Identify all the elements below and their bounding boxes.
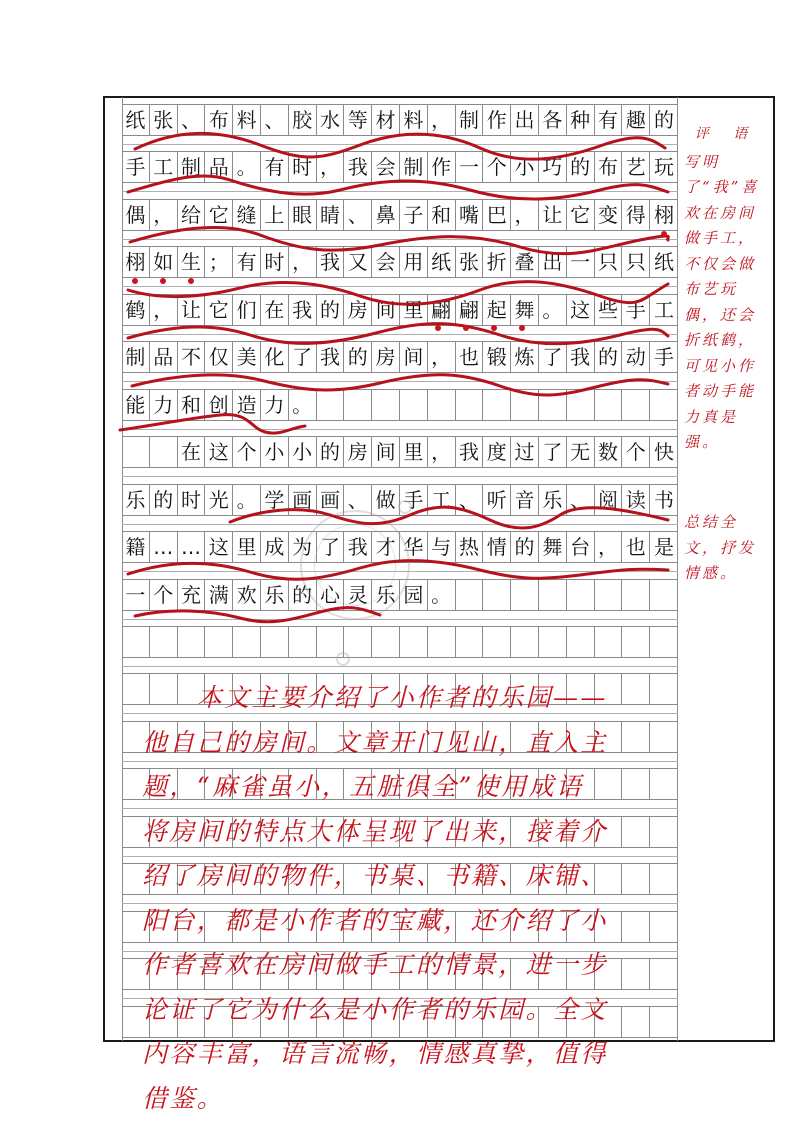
- grid-cell: 数: [595, 437, 623, 467]
- margin-comment-1: [680, 122, 772, 456]
- grid-row: [122, 294, 678, 326]
- grid-cell: 满: [205, 580, 233, 610]
- grid-cell: 过: [511, 437, 539, 467]
- grid-cell: 工: [654, 298, 675, 322]
- grid-cell: [650, 580, 678, 610]
- grid-cell: 锻: [483, 342, 511, 372]
- grid-cell: 手: [622, 295, 650, 325]
- grid-cell: 了: [289, 342, 317, 372]
- grid-cell: 它: [567, 200, 595, 230]
- grid-cell: 出: [539, 247, 567, 277]
- grid-cell: 和: [178, 390, 206, 420]
- grid-cell: 偶: [122, 200, 150, 230]
- grid-cell: 手: [400, 485, 428, 515]
- grid-cell: 我: [344, 152, 372, 182]
- grid-cell: 的: [317, 295, 345, 325]
- grid-cell: 间: [372, 437, 400, 467]
- grid-cell: ，: [317, 152, 345, 182]
- grid-cell: 、: [344, 200, 372, 230]
- grid-cell: 子: [400, 200, 428, 230]
- grid-cell: 、: [456, 485, 484, 515]
- grid-cell: 小: [261, 437, 289, 467]
- grid-cell: 制: [178, 152, 206, 182]
- grid-cell: 乐: [261, 580, 289, 610]
- grid-cell: 这: [567, 295, 595, 325]
- grid-cell: 些: [595, 295, 623, 325]
- grid-cell: 有: [261, 152, 289, 182]
- grid-cell: 里: [233, 532, 261, 562]
- grid-cell: [150, 627, 178, 657]
- grid-cell: 的: [595, 342, 623, 372]
- grid-cell: 品: [205, 152, 233, 182]
- grid-cell: 音: [511, 485, 539, 515]
- grid-cell: 我: [317, 247, 345, 277]
- grid-cell: 了: [539, 342, 567, 372]
- grid-cell: 作: [428, 152, 456, 182]
- grid-cell: 纸: [428, 247, 456, 277]
- grid-cell: ，: [428, 342, 456, 372]
- grid-cell: ，: [428, 437, 456, 467]
- teacher-summary-line: 将房间的特点大体呈现了出来，接着介: [142, 816, 608, 846]
- grid-cell: 嘴: [456, 200, 484, 230]
- grid-cell: 的: [317, 437, 345, 467]
- grid-gap-line: [122, 239, 678, 240]
- grid-cell: [650, 627, 678, 657]
- grid-cell: 手: [122, 152, 150, 182]
- grid-cell: 为: [289, 532, 317, 562]
- grid-cell: 有: [233, 247, 261, 277]
- grid-cell: 会: [372, 152, 400, 182]
- grid-cell: [428, 390, 456, 420]
- grid-cell: ，: [511, 200, 539, 230]
- grid-cell: [205, 627, 233, 657]
- grid-cell: [344, 390, 372, 420]
- grid-cell: 又: [344, 247, 372, 277]
- grid-gap-line: [122, 524, 678, 525]
- grid-cell: [595, 580, 623, 610]
- grid-cell: 我: [344, 532, 372, 562]
- grid-row: [122, 626, 678, 658]
- grid-cell: 画: [317, 485, 345, 515]
- grid-cell: 成: [261, 532, 289, 562]
- grid-cell: 、: [567, 485, 595, 515]
- grid-cell: 给: [178, 200, 206, 230]
- grid-cell: 能: [122, 390, 150, 420]
- grid-cell: [317, 390, 345, 420]
- grid-cell: 房: [344, 437, 372, 467]
- grid-cell: 让: [539, 200, 567, 230]
- grid-cell: 巧: [539, 152, 567, 182]
- grid-cell: [483, 390, 511, 420]
- grid-cell: 阅: [595, 485, 623, 515]
- grid-cell: 房: [372, 342, 400, 372]
- grid-cell: 在: [178, 437, 206, 467]
- comment-text-1: 写明了“我”喜欢在房间做手工，不仅会做布艺玩偶，还会折纸鹤，可见小作者动手能力真是强。: [684, 152, 760, 451]
- grid-cell: 叠: [511, 247, 539, 277]
- grid-cell: 也: [456, 342, 484, 372]
- grid-cell: 动: [622, 342, 650, 372]
- grid-cell: 材: [372, 105, 400, 135]
- grid-cell: 热: [456, 532, 484, 562]
- grid-cell: 纸: [122, 105, 150, 135]
- grid-cell: [511, 390, 539, 420]
- grid-cell: 这: [205, 437, 233, 467]
- grid-cell: 。: [233, 152, 261, 182]
- grid-cell: [595, 627, 623, 657]
- grid-cell: …: [178, 532, 206, 562]
- grid-cell: 的: [567, 152, 595, 182]
- grid-cell: 会: [372, 247, 400, 277]
- grid-cell: 翩: [428, 295, 456, 325]
- grid-cell: 它: [205, 200, 233, 230]
- teacher-summary-line: 绍了房间的物件，书桌、书籍、床铺、: [142, 861, 608, 890]
- grid-cell: 欢: [233, 580, 261, 610]
- grid-cell: 了: [539, 437, 567, 467]
- grid-cell: [400, 390, 428, 420]
- grid-cell: 们: [233, 295, 261, 325]
- grid-cell: 得: [622, 200, 650, 230]
- grid-cell: 用: [400, 247, 428, 277]
- grid-cell: [344, 627, 372, 657]
- grid-cell: 张: [456, 247, 484, 277]
- grid-cell: …: [150, 532, 178, 562]
- grid-cell: 台: [567, 532, 595, 562]
- grid-cell: 我: [289, 295, 317, 325]
- grid-cell: 情: [483, 532, 511, 562]
- grid-cell: 美: [233, 342, 261, 372]
- grid-gap-line: [122, 619, 678, 620]
- grid-cell: 的: [344, 342, 372, 372]
- teacher-summary-line: 阳台，都是小作者的宝藏，还介绍了小: [142, 905, 608, 935]
- grid-gap-line: [122, 808, 678, 809]
- margin-comment-2: [680, 510, 772, 587]
- grid-cell: 出: [511, 105, 539, 135]
- grid-cell: 房: [344, 295, 372, 325]
- grid-cell: 画: [289, 485, 317, 515]
- grid-cell: 学: [261, 485, 289, 515]
- grid-cell: 充: [178, 580, 206, 610]
- grid-cell: 乐: [122, 485, 150, 515]
- grid-cell: 作: [483, 105, 511, 135]
- grid-cell: 的: [511, 532, 539, 562]
- grid-cell: 造: [233, 390, 261, 420]
- grid-row: [122, 341, 678, 373]
- grid-cell: [122, 627, 150, 657]
- grid-cell: 的: [289, 580, 317, 610]
- grid-cell: 乐: [372, 580, 400, 610]
- grid-cell: 、: [261, 105, 289, 135]
- grid-cell: 时: [261, 247, 289, 277]
- grid-cell: 舞: [539, 532, 567, 562]
- grid-cell: 翩: [456, 295, 484, 325]
- grid-cell: [595, 390, 623, 420]
- grid-row: [122, 389, 678, 421]
- grid-cell: 。: [289, 390, 317, 420]
- grid-cell: 读: [622, 485, 650, 515]
- grid-cell: [400, 627, 428, 657]
- grid-row: [122, 104, 678, 136]
- grid-cell: 变: [595, 200, 623, 230]
- grid-cell: [567, 580, 595, 610]
- grid-cell: 等: [344, 105, 372, 135]
- grid-cell: 艺: [622, 152, 650, 182]
- grid-cell: 起: [483, 295, 511, 325]
- grid-cell: [539, 627, 567, 657]
- grid-row: [122, 246, 678, 278]
- grid-cell: 眼: [289, 200, 317, 230]
- grid-cell: 力: [150, 390, 178, 420]
- grid-gap-line: [122, 381, 678, 382]
- grid-cell: 手: [654, 345, 675, 369]
- grid-cell: 创: [205, 390, 233, 420]
- grid-cell: 间: [400, 342, 428, 372]
- grid-cell: 心: [317, 580, 345, 610]
- grid-cell: 灵: [344, 580, 372, 610]
- grid-cell: 胶: [289, 105, 317, 135]
- grid-cell: 巴: [483, 200, 511, 230]
- grid-cell: 水: [317, 105, 345, 135]
- grid-cell: 我: [456, 437, 484, 467]
- grid-cell: 如: [150, 247, 178, 277]
- grid-cell: 力: [261, 390, 289, 420]
- grid-cell: [511, 580, 539, 610]
- grid-cell: 有: [595, 105, 623, 135]
- watermark-stamp: [300, 510, 410, 620]
- grid-cell: ；: [205, 247, 233, 277]
- teacher-summary-line: 题，“麻雀虽小，五脏俱全”使用成语: [142, 772, 584, 801]
- grid-cell: 也: [622, 532, 650, 562]
- grid-cell: [622, 627, 650, 657]
- grid-cell: 工: [150, 152, 178, 182]
- grid-cell: 听: [483, 485, 511, 515]
- grid-cell: 折: [483, 247, 511, 277]
- grid-cell: [567, 627, 595, 657]
- grid-cell: 了: [317, 532, 345, 562]
- grid-cell: 个: [622, 437, 650, 467]
- watermark-dot: [336, 652, 350, 666]
- grid-cell: 仅: [205, 342, 233, 372]
- grid-cell: 小: [511, 152, 539, 182]
- grid-cell: 只: [622, 247, 650, 277]
- grid-gap-line: [122, 856, 678, 857]
- grid-cell: 是: [654, 535, 675, 559]
- grid-cell: 一: [567, 247, 595, 277]
- grid-gap-line: [122, 191, 678, 192]
- grid-cell: [539, 390, 567, 420]
- grid-cell: 里: [400, 295, 428, 325]
- grid-cell: 制: [122, 342, 150, 372]
- grid-cell: 书: [654, 488, 675, 512]
- grid-cell: 间: [372, 295, 400, 325]
- grid-cell: 园: [400, 580, 428, 610]
- grid-cell: ，: [595, 532, 623, 562]
- grid-cell: 生: [178, 247, 206, 277]
- grid-gap-line: [122, 144, 678, 145]
- grid-cell: 化: [261, 342, 289, 372]
- grid-cell: 料: [400, 105, 428, 135]
- teacher-summary-line: 借鉴。: [142, 1083, 225, 1113]
- grid-cell: 才: [372, 532, 400, 562]
- grid-row: [122, 151, 678, 183]
- grid-cell: 工: [428, 485, 456, 515]
- grid-gap-line: [122, 286, 678, 287]
- teacher-summary-line: 本文主要介绍了小作者的乐园——: [142, 683, 608, 712]
- grid-cell: [178, 627, 206, 657]
- grid-cell: 各: [539, 105, 567, 135]
- grid-cell: 个: [150, 580, 178, 610]
- grid-cell: [456, 580, 484, 610]
- grid-cell: 制: [400, 152, 428, 182]
- grid-cell: ，: [150, 200, 178, 230]
- grid-cell: 。: [428, 580, 456, 610]
- grid-cell: 缝: [233, 200, 261, 230]
- grid-cell: 一: [122, 580, 150, 610]
- grid-cell: 光: [205, 485, 233, 515]
- grid-cell: [289, 627, 317, 657]
- grid-cell: [150, 437, 178, 467]
- grid-cell: [233, 627, 261, 657]
- grid-gap-line: [122, 666, 678, 667]
- grid-cell: 布: [595, 152, 623, 182]
- grid-cell: 度: [483, 437, 511, 467]
- grid-cell: 、: [178, 105, 206, 135]
- grid-cell: 时: [289, 152, 317, 182]
- grid-cell: 制: [456, 105, 484, 135]
- grid-cell: 栩: [654, 203, 675, 227]
- grid-cell: [483, 580, 511, 610]
- grid-cell: 品: [150, 342, 178, 372]
- grid-cell: 鼻: [372, 200, 400, 230]
- grid-cell: [261, 627, 289, 657]
- grid-cell: [122, 437, 150, 467]
- grid-cell: 里: [400, 437, 428, 467]
- grid-cell: 纸: [654, 250, 675, 274]
- grid-cell: 鹤: [122, 295, 150, 325]
- grid-cell: 的: [654, 108, 675, 132]
- grid-cell: [372, 627, 400, 657]
- grid-cell: [483, 627, 511, 657]
- teacher-summary-line: 内容丰富，语言流畅，情感真挚，值得: [142, 1039, 608, 1068]
- grid-cell: 料: [233, 105, 261, 135]
- grid-cell: 不: [178, 342, 206, 372]
- grid-cell: 张: [150, 105, 178, 135]
- grid-cell: 在: [261, 295, 289, 325]
- grid-cell: 舞: [511, 295, 539, 325]
- grid-cell: 上: [261, 200, 289, 230]
- grid-cell: [511, 627, 539, 657]
- grid-row: [122, 436, 678, 468]
- grid-cell: 趣: [622, 105, 650, 135]
- grid-cell: 华: [400, 532, 428, 562]
- grid-cell: 栩: [122, 247, 150, 277]
- grid-cell: 无: [567, 437, 595, 467]
- grid-cell: 它: [205, 295, 233, 325]
- grid-cell: 快: [654, 440, 675, 464]
- grid-cell: [428, 627, 456, 657]
- grid-cell: 和: [428, 200, 456, 230]
- teacher-summary-line: 作者喜欢在房间做手工的情景，进一步: [142, 950, 608, 979]
- grid-gap-line: [122, 761, 678, 762]
- grid-cell: 我: [567, 342, 595, 372]
- grid-cell: [456, 627, 484, 657]
- grid-cell: 只: [595, 247, 623, 277]
- grid-cell: [567, 390, 595, 420]
- grid-cell: 小: [289, 437, 317, 467]
- grid-cell: [456, 390, 484, 420]
- grid-cell: [650, 390, 678, 420]
- grid-cell: [622, 580, 650, 610]
- grid-cell: [622, 390, 650, 420]
- grid-cell: 炼: [511, 342, 539, 372]
- teacher-summary-line: 他自己的房间。文章开门见山，直入主: [142, 727, 608, 757]
- comment-title: 评 语: [694, 126, 758, 142]
- grid-cell: 时: [178, 485, 206, 515]
- comment-text-2: 总结全文，抒发情感。: [684, 513, 757, 582]
- grid-cell: ，: [150, 295, 178, 325]
- grid-cell: 这: [205, 532, 233, 562]
- grid-row: [122, 199, 678, 231]
- grid-cell: 、: [344, 485, 372, 515]
- grid-cell: 个: [483, 152, 511, 182]
- grid-cell: ，: [289, 247, 317, 277]
- grid-cell: 睛: [317, 200, 345, 230]
- watermark-dot: [398, 500, 412, 514]
- grid-cell: 乐: [539, 485, 567, 515]
- grid-cell: 籍: [122, 532, 150, 562]
- grid-cell: [539, 580, 567, 610]
- grid-cell: ，: [428, 105, 456, 135]
- grid-cell: 我: [317, 342, 345, 372]
- grid-cell: 让: [178, 295, 206, 325]
- grid-cell: 。: [539, 295, 567, 325]
- grid-cell: [372, 390, 400, 420]
- grid-cell: 做: [372, 485, 400, 515]
- grid-cell: 一: [456, 152, 484, 182]
- grid-gap-line: [122, 476, 678, 477]
- grid-cell: 种: [567, 105, 595, 135]
- grid-cell: 玩: [654, 155, 675, 179]
- grid-gap-line: [122, 429, 678, 430]
- grid-cell: 布: [205, 105, 233, 135]
- teacher-summary-line: 论证了它为什么是小作者的乐园。全文: [142, 994, 608, 1024]
- grid-cell: 的: [150, 485, 178, 515]
- grid-cell: 个: [233, 437, 261, 467]
- grid-cell: 与: [428, 532, 456, 562]
- grid-cell: 。: [233, 485, 261, 515]
- grid-gap-line: [122, 334, 678, 335]
